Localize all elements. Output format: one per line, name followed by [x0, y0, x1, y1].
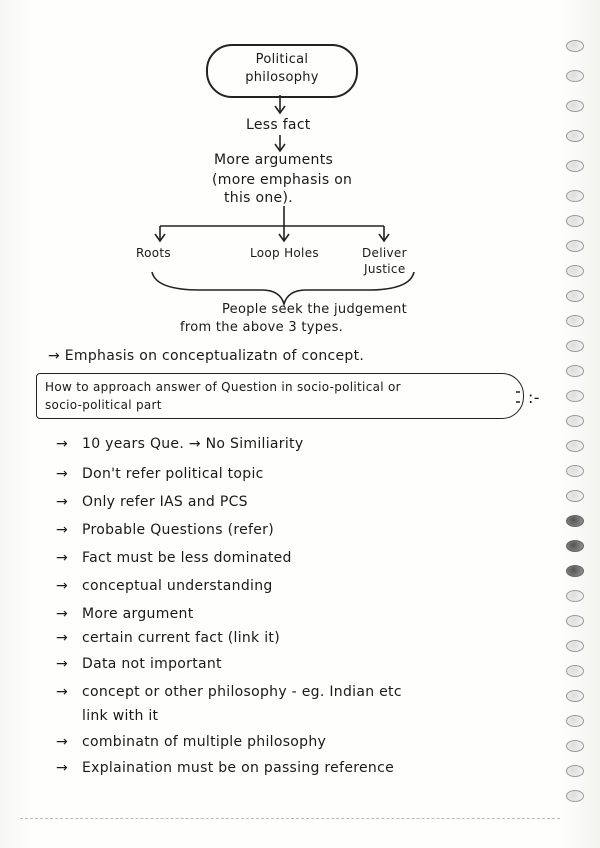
binding-hole	[566, 765, 584, 777]
emphasis-note-2: this one).	[224, 190, 293, 206]
curly-brace	[152, 272, 414, 304]
judgement-line-2: from the above 3 types.	[180, 320, 344, 335]
binding-hole	[566, 130, 584, 142]
section-line-1: How to approach answer of Question in socio-political or	[45, 380, 401, 394]
right-arrow-icon: →	[56, 734, 69, 750]
right-arrow-icon: →	[48, 348, 65, 364]
branch-roots: Roots	[136, 246, 171, 260]
right-arrow-icon: →	[56, 550, 69, 566]
bullet-item	[56, 684, 402, 700]
bullet-text: Fact must be less dominated	[82, 550, 292, 566]
bullet-text: concept or other philosophy - eg. Indian etc	[82, 684, 402, 700]
section-heading-box	[36, 373, 524, 419]
bullet-item	[56, 550, 292, 566]
right-arrow-icon: →	[56, 466, 69, 482]
bullet-text: 10 years Que. → No Similiarity	[82, 436, 304, 452]
binding-hole	[566, 515, 584, 527]
binding-hole	[566, 40, 584, 52]
bullet-item	[56, 734, 326, 750]
bullet-text: certain current fact (link it)	[82, 630, 280, 646]
emphasis-note-1: (more emphasis on	[212, 172, 353, 188]
right-arrow-icon: →	[56, 522, 69, 538]
binding-hole	[566, 365, 584, 377]
binding-hole	[566, 565, 584, 577]
right-arrow-icon: →	[56, 656, 69, 672]
binding-hole	[566, 415, 584, 427]
section-suffix: :-	[528, 388, 540, 407]
binding-hole	[566, 665, 584, 677]
binding-hole	[566, 160, 584, 172]
right-arrow-icon: →	[56, 684, 69, 700]
right-arrow-icon: →	[56, 578, 69, 594]
oval-line-1: Political	[255, 52, 309, 67]
binding-hole	[566, 240, 584, 252]
emphasis-line	[48, 348, 364, 364]
bullet-text: Data not important	[82, 656, 222, 672]
bullet-text: More argument	[82, 606, 194, 622]
judgement-line-1: People seek the judgement	[222, 302, 408, 317]
binding-hole	[566, 265, 584, 277]
right-arrow-icon: →	[56, 436, 69, 452]
binding-hole	[566, 690, 584, 702]
binding-hole	[566, 490, 584, 502]
bullet-item	[56, 578, 273, 594]
bullet-item	[56, 606, 194, 622]
section-line-2: socio-political part	[45, 398, 162, 412]
binding-hole	[566, 590, 584, 602]
branch-deliver: Deliver	[362, 246, 407, 260]
binding-hole	[566, 390, 584, 402]
bullet-text: conceptual understanding	[82, 578, 273, 594]
binding-hole	[566, 100, 584, 112]
bullet-text: Only refer IAS and PCS	[82, 494, 248, 510]
bullet-continuation: link with it	[82, 708, 159, 724]
binding-hole	[566, 340, 584, 352]
bullet-item	[56, 466, 264, 482]
bullet-text: Probable Questions (refer)	[82, 522, 274, 538]
bullet-text: Don't refer political topic	[82, 466, 264, 482]
binding-hole	[566, 190, 584, 202]
bullet-item	[56, 522, 274, 538]
more-arguments: More arguments	[214, 152, 334, 168]
branch-justice: Justice	[364, 262, 406, 276]
oval-line-2: philosophy	[245, 70, 319, 85]
branch-loop-holes: Loop Holes	[250, 246, 319, 260]
bullet-text: Explaination must be on passing reference	[82, 760, 394, 776]
bullet-item	[56, 436, 303, 452]
binding-hole	[566, 715, 584, 727]
bullet-item	[56, 494, 248, 510]
bullet-item	[56, 760, 394, 776]
page-bottom-edge	[20, 818, 560, 819]
right-arrow-icon: →	[56, 494, 69, 510]
binding-hole	[566, 315, 584, 327]
binding-hole	[566, 640, 584, 652]
bullet-item	[56, 630, 280, 646]
binding-hole	[566, 790, 584, 802]
binding-hole	[566, 215, 584, 227]
binding-hole	[566, 615, 584, 627]
right-arrow-icon: →	[56, 606, 69, 622]
binding-hole	[566, 290, 584, 302]
binding-hole	[566, 465, 584, 477]
emphasis-text: Emphasis on conceptualizatn of concept.	[64, 348, 365, 364]
right-arrow-icon: →	[56, 630, 69, 646]
binding-hole	[566, 540, 584, 552]
binding-hole	[566, 440, 584, 452]
binding-hole	[566, 740, 584, 752]
bullet-text: combinatn of multiple philosophy	[82, 734, 327, 750]
right-arrow-icon: →	[56, 760, 69, 776]
bullet-item	[56, 656, 222, 672]
less-fact: Less fact	[246, 117, 311, 133]
binding-hole	[566, 70, 584, 82]
